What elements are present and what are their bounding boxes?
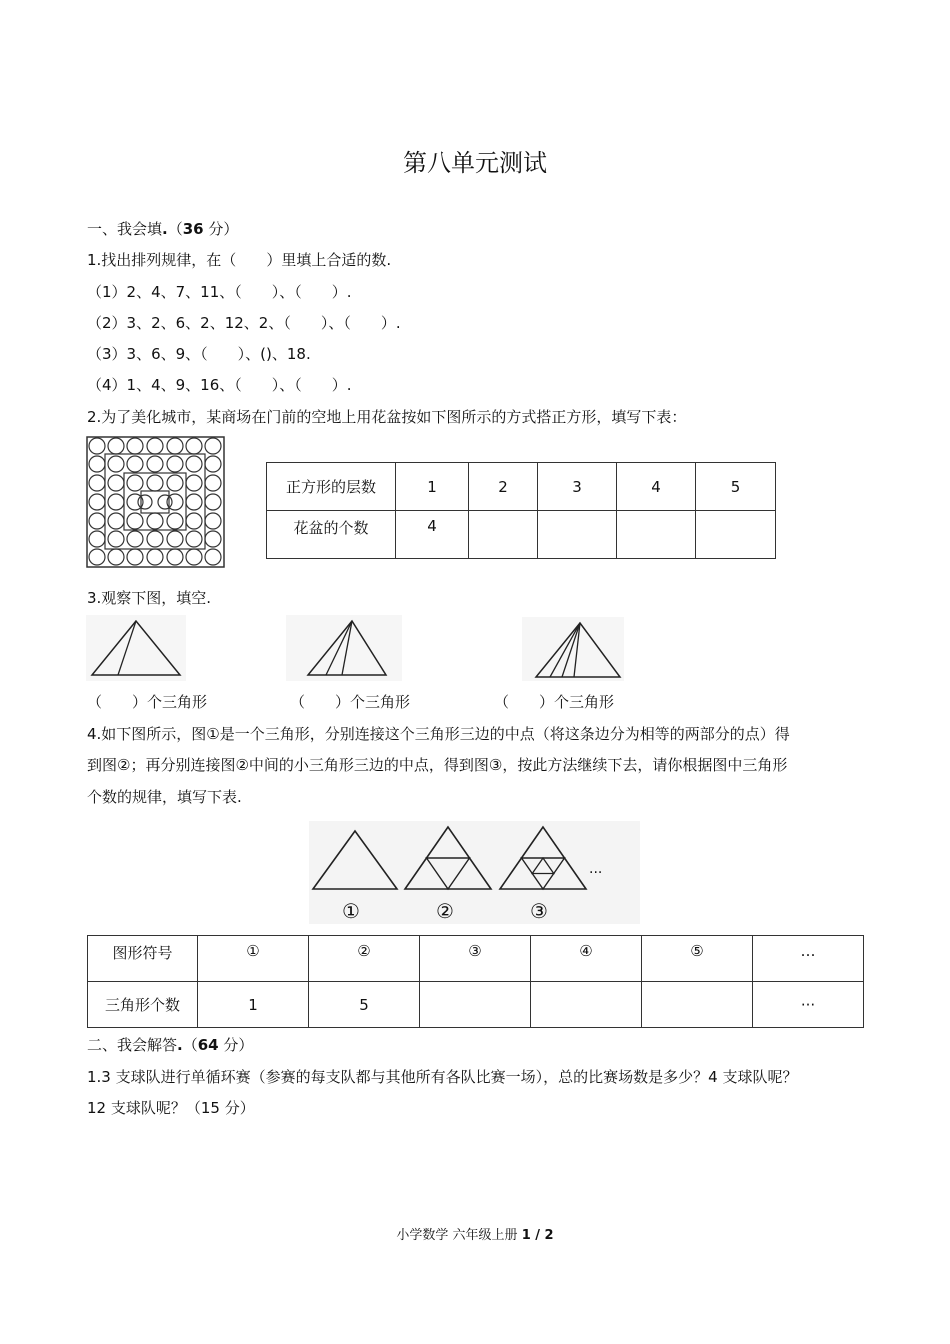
section1-points: 36 bbox=[182, 220, 204, 238]
q3-triangle-figure-3 bbox=[522, 617, 624, 681]
q2-layer-2: 2 bbox=[469, 463, 538, 511]
q1-item-3: （3）3、6、9、（ ）、()、18. bbox=[87, 345, 311, 363]
q2-pots-4 bbox=[617, 511, 696, 559]
q4-figure-label-1: ① bbox=[342, 899, 360, 923]
q2-layer-5: 5 bbox=[696, 463, 776, 511]
q4-count-3 bbox=[420, 982, 531, 1028]
q3-caption-3: （ ）个三角形 bbox=[494, 693, 615, 711]
q2-stem: 2.为了美化城市，某商场在门前的空地上用花盆按如下图所示的方式搭正方形，填写下表： bbox=[87, 408, 687, 426]
q4-count-1: 1 bbox=[198, 982, 309, 1028]
q4-stem-line1: 4.如下图所示，图①是一个三角形，分别连接这个三角形三边的中点（将这条边分为相等的两部分的点）得 bbox=[87, 725, 790, 743]
p1-line1: 1.3 支球队进行单循环赛（参赛的每支队都与其他所有各队比赛一场），总的比赛场数是多少？4 支球队呢？ bbox=[87, 1068, 798, 1086]
q2-pots-3 bbox=[538, 511, 617, 559]
q2-pots-2 bbox=[469, 511, 538, 559]
q2-layer-4: 4 bbox=[617, 463, 696, 511]
q4-symbol-2: ② bbox=[309, 936, 420, 982]
p1-line2: 12 支球队呢？（15 分） bbox=[87, 1099, 255, 1117]
q3-triangle-figure-1 bbox=[86, 615, 186, 681]
q2-pots-5 bbox=[696, 511, 776, 559]
section1-heading-unit: 分） bbox=[208, 220, 239, 238]
q3-caption-2: （ ）个三角形 bbox=[290, 693, 411, 711]
q4-symbol-3: ③ bbox=[420, 936, 531, 982]
q4-symbol-5: ⑤ bbox=[642, 936, 753, 982]
q4-table bbox=[87, 935, 864, 1028]
q4-symbol-more: … bbox=[753, 936, 864, 982]
q4-figure-ellipsis: ··· bbox=[589, 865, 603, 881]
q4-row1-label: 图形符号 bbox=[88, 936, 198, 982]
q3-triangle-figure-2 bbox=[286, 615, 402, 681]
footer-text: 小学数学 六年级上册 bbox=[396, 1228, 518, 1243]
q4-stem-line3: 个数的规律，填写下表. bbox=[87, 788, 242, 806]
q2-table bbox=[266, 462, 776, 559]
q1-item-1: （1）2、4、7、11、（ ）、（ ）. bbox=[87, 283, 352, 301]
footer-page-number: 1 / 2 bbox=[521, 1228, 554, 1243]
q1-item-4: （4）1、4、9、16、（ ）、（ ）. bbox=[87, 376, 352, 394]
q4-count-more: ··· bbox=[753, 982, 864, 1028]
q2-row1-label: 正方形的层数 bbox=[267, 463, 396, 511]
q2-pots-1: 4 bbox=[396, 511, 469, 559]
section2-heading-dot: . bbox=[177, 1036, 183, 1054]
section2-points: 64 bbox=[197, 1036, 219, 1054]
section1-heading-open: （ bbox=[167, 220, 183, 238]
q4-symbol-1: ① bbox=[198, 936, 309, 982]
q4-figure-label-3: ③ bbox=[530, 899, 548, 923]
q4-symbol-4: ④ bbox=[531, 936, 642, 982]
q2-row2-label: 花盆的个数 bbox=[267, 511, 396, 559]
section1-heading-text: 一、我会填 bbox=[87, 220, 163, 238]
flowerpot-square-figure bbox=[86, 436, 225, 568]
page-title: 第八单元测试 bbox=[403, 149, 547, 177]
q4-figure-label-2: ② bbox=[436, 899, 454, 923]
q4-count-4 bbox=[531, 982, 642, 1028]
q3-caption-1: （ ）个三角形 bbox=[87, 693, 208, 711]
q4-count-5 bbox=[642, 982, 753, 1028]
section2-heading-text: 二、我会解答 bbox=[87, 1036, 178, 1054]
section1-heading bbox=[87, 219, 238, 239]
q4-row2-label: 三角形个数 bbox=[88, 982, 198, 1028]
section2-heading-unit: 分） bbox=[223, 1036, 254, 1054]
section1-heading-dot: . bbox=[162, 220, 168, 238]
q1-stem: 1.找出排列规律，在（ ）里填上合适的数. bbox=[87, 251, 392, 269]
q4-count-2: 5 bbox=[309, 982, 420, 1028]
section2-heading-open: （ bbox=[182, 1036, 198, 1054]
q4-figure bbox=[309, 821, 640, 924]
q2-layer-3: 3 bbox=[538, 463, 617, 511]
q2-layer-1: 1 bbox=[396, 463, 469, 511]
q3-stem: 3.观察下图，填空. bbox=[87, 589, 212, 607]
q4-stem-line2: 到图②；再分别连接图②中间的小三角形三边的中点，得到图③，按此方法继续下去，请你根据图中三角形 bbox=[87, 756, 788, 774]
section2-heading bbox=[87, 1035, 253, 1055]
q1-item-2: （2）3、2、6、2、12、2、（ ）、（ ）. bbox=[87, 314, 401, 332]
page-footer bbox=[0, 1227, 950, 1245]
